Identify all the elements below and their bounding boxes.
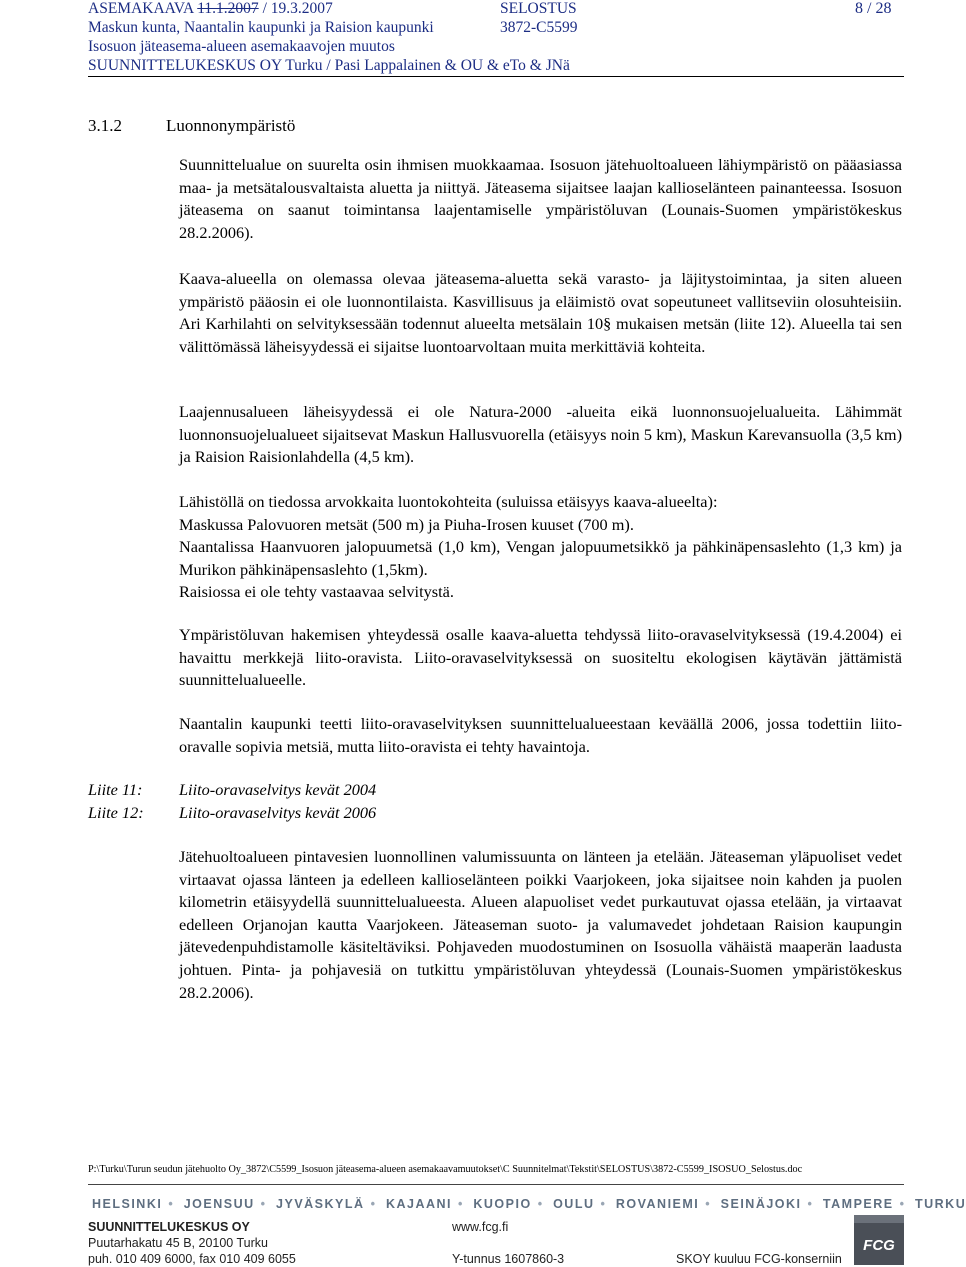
fcg-logo-band (854, 1215, 904, 1223)
appendix-title: Liito-oravaselvitys kevät 2004 (179, 780, 377, 799)
city-name: SEINÄJOKI (720, 1197, 802, 1211)
paragraph-intro: Suunnittelualue on suurelta osin ihmisen muokkaamaa. Isosuon jätehuoltoalueen lähiympäristö on pääasiassa maa- ja metsätalousvaltaista aluetta ja niittyä. Jäteasema sijaitsee laajan kallioselänteen painanteessa. Isosuon jäteasema on saanut toimintansa laajentamiselle ympäristöluvan (Lounais-Suomen ympäristökeskus 28.2.2006). (179, 155, 902, 242)
section-number: 3.1.2 (88, 116, 122, 135)
paragraph-protected-areas: Laajennusalueen läheisyydessä ei ole Natura-2000 -alueita eikä luonnonsuojelualueita. Lähimmät luonnonsuojelualueet sijaitsevat Maskun Hallusvuorella (etäisyys noin 5 km), Maskun Karevansuolla (3,5 km) ja Raision Raisionlahdella (4,5 km). (179, 402, 902, 467)
fcg-logo-text: FCG (863, 1237, 895, 1254)
footer-company: SUUNNITTELUKESKUS OY (88, 1220, 250, 1234)
appendix-title: Liito-oravaselvitys kevät 2006 (179, 803, 377, 822)
header-authors: SUUNNITTELUKESKUS OY Turku / Pasi Lappalainen & OU & eTo & JNä (88, 57, 570, 74)
project-code: 3872-C5599 (500, 19, 578, 36)
header-rule (88, 76, 904, 77)
doc-type: ASEMAKAAVA (88, 0, 194, 17)
page-number: 8 / 28 (855, 0, 892, 17)
nearby-sites-intro: Lähistöllä on tiedossa arvokkaita luontokohteita (suluissa etäisyys kaava-alueelta): (179, 492, 718, 511)
header-project-title: Isosuon jäteasema-alueen asemakaavojen muutos (88, 38, 395, 55)
city-name: ROVANIEMI (615, 1197, 700, 1211)
section-title: Luonnonympäristö (166, 116, 296, 135)
fcg-logo (854, 1215, 904, 1265)
section-label: SELOSTUS (500, 0, 577, 17)
nearby-sites-naantali: Naantalissa Haanvuoren jalopuumetsä (1,0 km), Vengan jalopuumetsikkö ja pähkinäpensaslehto (1,3 km) ja Murikon pähkinäpensaslehto (1,5km). (179, 537, 902, 579)
appendix-label: Liite 12: (88, 803, 144, 822)
paragraph-plan-area: Kaava-alueella on olemassa olevaa jäteasema-aluetta sekä varasto- ja läjitystoimintaa, ja siten alueen ympäristö pääosin ei ole luonnontilaista. Kasvillisuus ja eläimistö ovat sopeutuneet vallitseviin olosuhteisiin. Ari Karhilahti on selvityksessään todennut alueelta metsälain 10§ mukaisen metsän (liite 12). Alueella tai sen välittömässä läheisyydessä ei sijaitse luontoarvoltaan muita merkittäviä kohteita. (179, 269, 902, 356)
footer-address: Puutarhakatu 45 B, 20100 Turku (88, 1236, 268, 1250)
city-name: JOENSUU (183, 1197, 255, 1211)
city-name: KAJAANI (385, 1197, 452, 1211)
city-name: HELSINKI (92, 1197, 163, 1211)
footer-group-note: SKOY kuuluu FCG-konserniin (676, 1252, 842, 1266)
date-struck: 11.1.2007 (197, 0, 259, 17)
city-name: OULU (553, 1197, 595, 1211)
nearby-sites-raisio: Raisiossa ei ole tehty vastaavaa selvitystä. (179, 582, 454, 602)
appendix-label: Liite 11: (88, 780, 143, 799)
paragraph-flying-squirrel-2004: Ympäristöluvan hakemisen yhteydessä osalle kaava-aluetta tehdyssä liito-oravaselvityksessä (19.4.2004) ei havaittu merkkejä liito-oravista. Liito-oravaselvityksessä on suositeltu ekologisen käytävän jättämistä suunnittelualueelle. (179, 625, 902, 690)
city-name: JYVÄSKYLÄ (276, 1197, 365, 1211)
paragraph-flying-squirrel-2006: Naantalin kaupunki teetti liito-oravaselvityksen suunnittelualueestaan keväällä 2006, jossa todettiin liito-oravalle sopivia metsiä, mutta liito-oravista ei tehty havaintoja. (179, 714, 902, 756)
file-path: P:\Turku\Turun seudun jätehuolto Oy_3872\C5599_Isosuon jäteasema-alueen asemakaavamuutokset\C Suunnitelmat\Tekstit\SELOSTUS\3872-C5599_ISOSUO_Selostus.doc (88, 1164, 803, 1175)
nearby-sites-list (179, 491, 902, 604)
header-line-1 (88, 0, 333, 18)
date-separator: / (258, 0, 271, 17)
footer-website: www.fcg.fi (452, 1220, 509, 1234)
footer-rule (88, 1184, 904, 1185)
city-name: KUOPIO (473, 1197, 532, 1211)
paragraph-water: Jätehuoltoalueen pintavesien luonnollinen valumissuunta on länteen ja etelään. Jäteaseman yläpuoliset vedet virtaavat ojassa länteen ja edelleen kallioselänteen poikki Vaarjokeen, joka sijaitsee noin kahden ja puolen kilometrin etäisyydellä suunnittelualueesta. Alueen alapuoliset vedet purkautuvat ojassa etelään, ja virtaavat edelleen Orjanojan kautta Vaarjokeen. Jäteaseman suoto- ja valumavedet johdetaan Raision kaupungin jätevedenpuhdistamolle käsiteltäviksi. Pohjaveden muodostuminen on Isosuolla vähäistä maaperän laadusta johtuen. Pinta- ja pohjavesiä on tutkittu ympäristöluvan yhteydessä (Lounais-Suomen ympäristökeskus 28.2.2006). (179, 847, 902, 1002)
city-name: TURKU (914, 1197, 966, 1211)
office-cities: HELSINKI • JOENSUU • JYVÄSKYLÄ • KAJAANI • KUOPIO • OULU • ROVANIEMI • SEINÄJOKI • TAMPERE • TURKU (92, 1197, 966, 1211)
footer-business-id: Y-tunnus 1607860-3 (452, 1252, 565, 1266)
nearby-sites-masku: Maskussa Palovuoren metsät (500 m) ja Piuha-Irosen kuuset (700 m). (179, 514, 634, 534)
city-name: TAMPERE (822, 1197, 894, 1211)
date-current: 19.3.2007 (270, 0, 333, 17)
header-municipalities: Maskun kunta, Naantalin kaupunki ja Raision kaupunki (88, 19, 434, 36)
footer-phone: puh. 010 409 6000, fax 010 409 6055 (88, 1252, 296, 1266)
